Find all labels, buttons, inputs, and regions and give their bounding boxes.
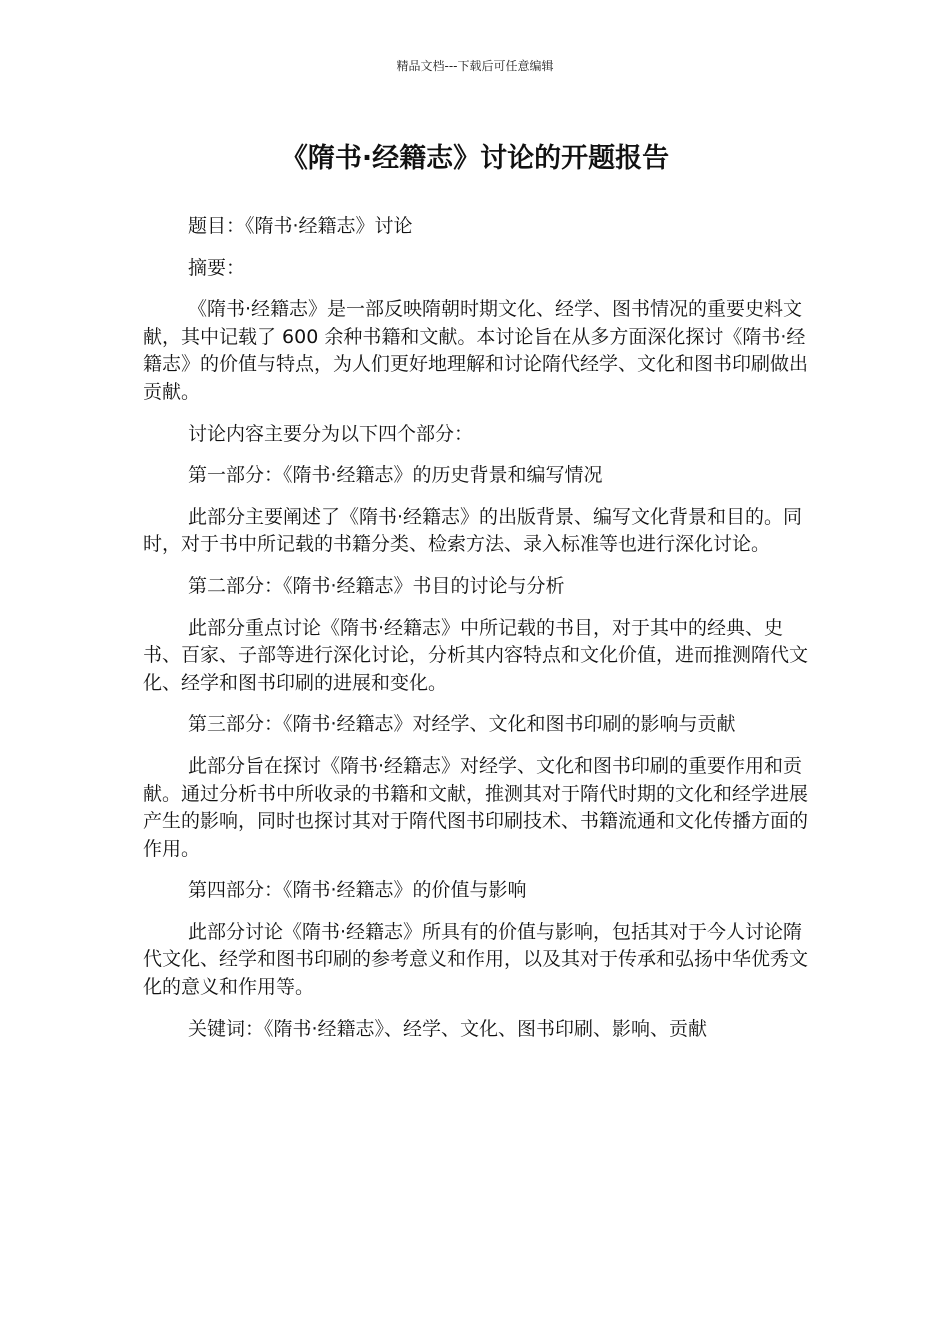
keywords-line: 关键词：《隋书·经籍志》、经学、文化、图书印刷、影响、贡献 xyxy=(188,1017,708,1040)
content-intro: 讨论内容主要分为以下四个部分： xyxy=(188,422,474,445)
abstract-paragraph: 《隋书·经籍志》是一部反映隋朝时期文化、经学、图书情况的重要史料文献，其中记载了 600 余种书籍和文献。本讨论旨在从多方面深化探讨《隋书·经籍志》的价值与特点，为人们更好地理解和讨论隋代经学、文化和图书印刷做出贡献。 xyxy=(143,298,809,403)
page-header: 精品文档---下载后可任意编辑 xyxy=(396,59,554,73)
part-one-paragraph: 此部分主要阐述了《隋书·经籍志》的出版背景、编写文化背景和目的。同时，对于书中所记载的书籍分类、检索方法、录入标准等也进行深化讨论。 xyxy=(143,505,803,556)
part-three-heading: 第三部分：《隋书·经籍志》对经学、文化和图书印刷的影响与贡献 xyxy=(188,713,736,736)
part-four-heading: 第四部分：《隋书·经籍志》的价值与影响 xyxy=(188,879,527,902)
document-title: 《隋书·经籍志》讨论的开题报告 xyxy=(280,143,670,174)
part-two-paragraph: 此部分重点讨论《隋书·经籍志》中所记载的书目，对于其中的经典、史书、百家、子部等进行深化讨论，分析其内容特点和文化价值，进而推测隋代文化、经学和图书印刷的进展和变化。 xyxy=(143,616,809,694)
part-three-paragraph: 此部分旨在探讨《隋书·经籍志》对经学、文化和图书印刷的重要作用和贡献。通过分析书中所收录的书籍和文献，推测其对于隋代时期的文化和经学进展产生的影响，同时也探讨其对于隋代图书印刷技术、书籍流通和文化传播方面的作用。 xyxy=(143,754,809,860)
topic-line: 题目：《隋书·经籍志》讨论 xyxy=(188,215,413,237)
part-one-heading: 第一部分：《隋书·经籍志》的历史背景和编写情况 xyxy=(188,464,603,487)
abstract-label: 摘要： xyxy=(188,256,246,279)
part-two-heading: 第二部分：《隋书·经籍志》书目的讨论与分析 xyxy=(188,574,565,597)
document-body xyxy=(143,213,811,1057)
part-four-paragraph: 此部分讨论《隋书·经籍志》所具有的价值与影响，包括其对于今人讨论隋代文化、经学和图书印刷的参考意义和作用，以及其对于传承和弘扬中华优秀文化的意义和作用等。 xyxy=(143,920,809,999)
